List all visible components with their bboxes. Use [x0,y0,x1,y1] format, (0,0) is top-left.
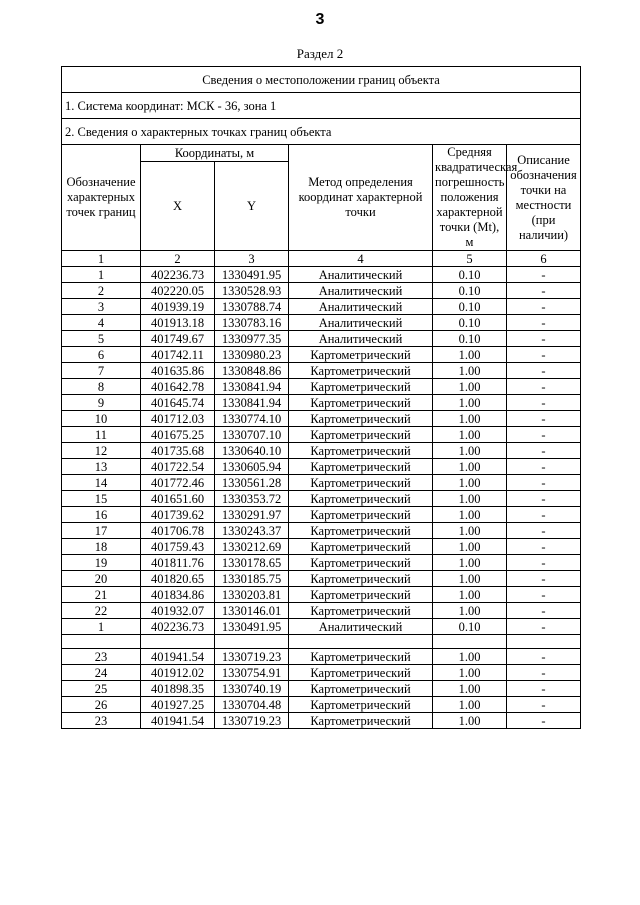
method: Картометрический [289,523,433,539]
method: Картометрический [289,587,433,603]
empty-cell [215,635,289,649]
coord-x: 401739.62 [141,507,215,523]
error-mt: 1.00 [433,507,507,523]
error-mt: 1.00 [433,427,507,443]
column-number: 1 [62,251,141,267]
description: - [507,619,581,635]
error-mt: 1.00 [433,649,507,665]
point-number: 13 [62,459,141,475]
column-number: 6 [507,251,581,267]
coord-x: 402236.73 [141,619,215,635]
method: Аналитический [289,315,433,331]
header-x: X [141,161,215,250]
point-number: 16 [62,507,141,523]
point-number: 24 [62,665,141,681]
table-row [62,539,581,555]
method: Аналитический [289,331,433,347]
coord-y: 1330783.16 [215,315,289,331]
error-mt: 0.10 [433,619,507,635]
coord-y: 1330212.69 [215,539,289,555]
coord-x: 401927.25 [141,697,215,713]
table-row [62,555,581,571]
error-mt: 0.10 [433,267,507,283]
description: - [507,283,581,299]
coord-y: 1330707.10 [215,427,289,443]
table-row [62,267,581,283]
description: - [507,603,581,619]
coord-x: 401722.54 [141,459,215,475]
table-row [62,427,581,443]
table-row [62,697,581,713]
header-error: Средняя квадратическая погрешность положения характерной точки (Mt), м [433,145,507,251]
description: - [507,395,581,411]
point-number: 1 [62,267,141,283]
column-number: 5 [433,251,507,267]
coord-y: 1330719.23 [215,649,289,665]
error-mt: 0.10 [433,315,507,331]
description: - [507,697,581,713]
points-caption: 2. Сведения о характерных точках границ объекта [62,119,581,145]
boundary-points-table [61,66,581,729]
method: Картометрический [289,539,433,555]
point-number: 4 [62,315,141,331]
method: Картометрический [289,603,433,619]
table-row [62,331,581,347]
table-row [62,443,581,459]
coord-x: 401939.19 [141,299,215,315]
error-mt: 1.00 [433,411,507,427]
point-number: 9 [62,395,141,411]
coord-y: 1330291.97 [215,507,289,523]
point-number: 15 [62,491,141,507]
header-coordinates: Координаты, м [141,145,289,162]
description: - [507,379,581,395]
coord-y: 1330605.94 [215,459,289,475]
coord-y: 1330848.86 [215,363,289,379]
coord-y: 1330491.95 [215,619,289,635]
table-row [62,411,581,427]
method: Аналитический [289,619,433,635]
point-number: 25 [62,681,141,697]
table-row [62,315,581,331]
description: - [507,649,581,665]
coord-y: 1330528.93 [215,283,289,299]
description: - [507,267,581,283]
point-number: 6 [62,347,141,363]
description: - [507,665,581,681]
description: - [507,475,581,491]
coord-y: 1330146.01 [215,603,289,619]
point-number: 19 [62,555,141,571]
method: Картометрический [289,649,433,665]
description: - [507,347,581,363]
coord-x: 401759.43 [141,539,215,555]
coord-x: 401932.07 [141,603,215,619]
method: Картометрический [289,697,433,713]
table-row [62,713,581,729]
coord-y: 1330353.72 [215,491,289,507]
empty-cell [433,635,507,649]
column-number: 2 [141,251,215,267]
point-number: 20 [62,571,141,587]
coord-y: 1330841.94 [215,395,289,411]
separator-row [62,635,581,649]
method: Картометрический [289,379,433,395]
description: - [507,571,581,587]
error-mt: 1.00 [433,713,507,729]
description: - [507,411,581,427]
point-number: 7 [62,363,141,379]
coord-x: 402236.73 [141,267,215,283]
description: - [507,443,581,459]
coord-x: 401941.54 [141,649,215,665]
error-mt: 0.10 [433,299,507,315]
table-row [62,665,581,681]
description: - [507,523,581,539]
point-number: 21 [62,587,141,603]
coord-y: 1330561.28 [215,475,289,491]
coordinate-system: 1. Система координат: МСК - 36, зона 1 [62,93,581,119]
method: Картометрический [289,459,433,475]
table-row [62,649,581,665]
description: - [507,427,581,443]
table-row [62,347,581,363]
method: Картометрический [289,681,433,697]
point-number: 2 [62,283,141,299]
coord-y: 1330640.10 [215,443,289,459]
coord-x: 401651.60 [141,491,215,507]
error-mt: 1.00 [433,491,507,507]
error-mt: 1.00 [433,571,507,587]
coord-y: 1330243.37 [215,523,289,539]
empty-cell [141,635,215,649]
coord-y: 1330980.23 [215,347,289,363]
method: Картометрический [289,443,433,459]
error-mt: 1.00 [433,363,507,379]
coord-y: 1330704.48 [215,697,289,713]
error-mt: 1.00 [433,539,507,555]
empty-cell [507,635,581,649]
description: - [507,363,581,379]
method: Картометрический [289,363,433,379]
description: - [507,459,581,475]
coord-y: 1330788.74 [215,299,289,315]
coord-x: 401941.54 [141,713,215,729]
description: - [507,507,581,523]
point-number: 8 [62,379,141,395]
description: - [507,555,581,571]
description: - [507,539,581,555]
header-designation: Обозначение характерных точек границ [62,145,141,251]
table-row [62,491,581,507]
coord-x: 401675.25 [141,427,215,443]
description: - [507,681,581,697]
coord-x: 401912.02 [141,665,215,681]
coord-x: 401635.86 [141,363,215,379]
method: Картометрический [289,507,433,523]
method: Аналитический [289,267,433,283]
error-mt: 1.00 [433,697,507,713]
description: - [507,713,581,729]
table-row [62,681,581,697]
method: Картометрический [289,395,433,411]
error-mt: 1.00 [433,665,507,681]
point-number: 14 [62,475,141,491]
coord-x: 401742.11 [141,347,215,363]
method: Картометрический [289,475,433,491]
coord-y: 1330774.10 [215,411,289,427]
error-mt: 1.00 [433,523,507,539]
error-mt: 1.00 [433,379,507,395]
table-row [62,299,581,315]
error-mt: 1.00 [433,395,507,411]
table-row [62,603,581,619]
column-number: 3 [215,251,289,267]
point-number: 10 [62,411,141,427]
coord-x: 401642.78 [141,379,215,395]
description: - [507,587,581,603]
error-mt: 0.10 [433,283,507,299]
point-number: 23 [62,713,141,729]
description: - [507,299,581,315]
method: Картометрический [289,411,433,427]
coord-y: 1330185.75 [215,571,289,587]
coord-y: 1330841.94 [215,379,289,395]
method: Аналитический [289,299,433,315]
table-row [62,587,581,603]
page-number: 3 [315,11,325,28]
coord-x: 401706.78 [141,523,215,539]
header-method: Метод определения координат характерной точки [289,145,433,251]
point-number: 18 [62,539,141,555]
point-number: 1 [62,619,141,635]
table-row [62,379,581,395]
column-number: 4 [289,251,433,267]
coord-x: 401898.35 [141,681,215,697]
coord-x: 402220.05 [141,283,215,299]
coord-y: 1330754.91 [215,665,289,681]
error-mt: 1.00 [433,347,507,363]
table-row [62,507,581,523]
coord-y: 1330178.65 [215,555,289,571]
point-number: 5 [62,331,141,347]
coord-y: 1330719.23 [215,713,289,729]
method: Картометрический [289,427,433,443]
method: Картометрический [289,347,433,363]
coord-x: 401913.18 [141,315,215,331]
empty-cell [289,635,433,649]
point-number: 23 [62,649,141,665]
method: Аналитический [289,283,433,299]
coord-x: 401735.68 [141,443,215,459]
point-number: 17 [62,523,141,539]
description: - [507,491,581,507]
coord-y: 1330740.19 [215,681,289,697]
coord-y: 1330977.35 [215,331,289,347]
point-number: 3 [62,299,141,315]
error-mt: 1.00 [433,443,507,459]
header-description: Описание обозначения точки на местности (при наличии) [507,145,581,251]
point-number: 26 [62,697,141,713]
error-mt: 1.00 [433,603,507,619]
empty-cell [62,635,141,649]
method: Картометрический [289,713,433,729]
coord-x: 401749.67 [141,331,215,347]
table-title: Сведения о местоположении границ объекта [62,67,581,93]
header-y: Y [215,161,289,250]
table-row [62,475,581,491]
error-mt: 1.00 [433,459,507,475]
error-mt: 1.00 [433,555,507,571]
coord-x: 401712.03 [141,411,215,427]
coord-x: 401811.76 [141,555,215,571]
error-mt: 1.00 [433,681,507,697]
method: Картометрический [289,491,433,507]
error-mt: 1.00 [433,587,507,603]
coord-y: 1330203.81 [215,587,289,603]
section-label: Раздел 2 [296,46,344,61]
point-number: 12 [62,443,141,459]
error-mt: 1.00 [433,475,507,491]
description: - [507,331,581,347]
table-row [62,523,581,539]
method: Картометрический [289,571,433,587]
table-row [62,395,581,411]
column-numbers-row [62,251,581,267]
coord-x: 401772.46 [141,475,215,491]
coord-x: 401834.86 [141,587,215,603]
table-row [62,571,581,587]
description: - [507,315,581,331]
point-number: 11 [62,427,141,443]
error-mt: 0.10 [433,331,507,347]
coord-x: 401645.74 [141,395,215,411]
table-row [62,459,581,475]
method: Картометрический [289,665,433,681]
table-row [62,283,581,299]
method: Картометрический [289,555,433,571]
coord-y: 1330491.95 [215,267,289,283]
table-row [62,619,581,635]
coord-x: 401820.65 [141,571,215,587]
point-number: 22 [62,603,141,619]
table-row [62,363,581,379]
